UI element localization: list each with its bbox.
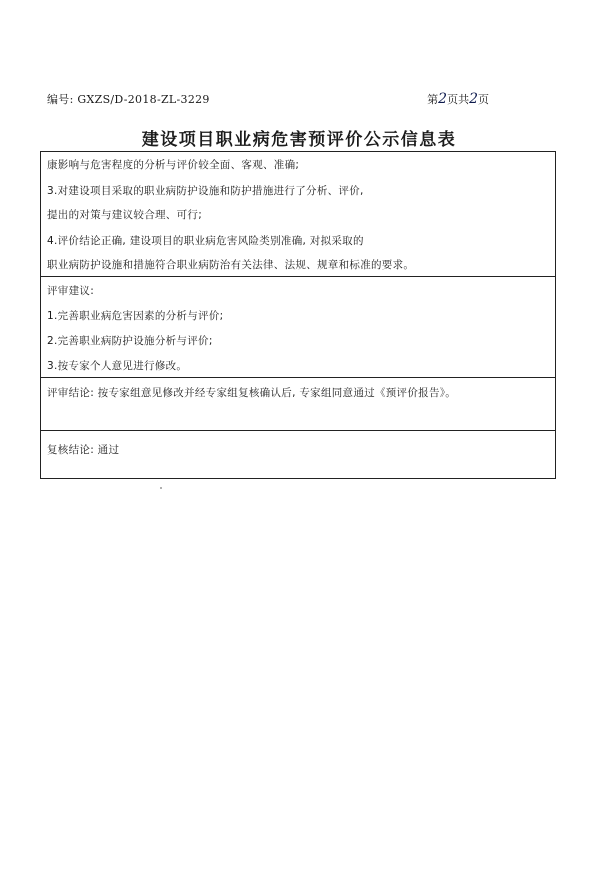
scan-speck: [160, 487, 162, 489]
suggestion-item: 2.完善职业病防护设施分析与评价;: [47, 335, 213, 347]
conclusion-line: 康影响与危害程度的分析与评价较全面、客观、准确;: [47, 159, 300, 171]
conclusion-line: 提出的对策与建议较合理、可行;: [47, 209, 203, 221]
page-current: 2: [438, 91, 448, 107]
recheck-conclusion-section: [41, 431, 555, 479]
document-number: 编号: GXZS/D-2018-ZL-3229: [47, 93, 210, 106]
suggestion-item: 1.完善职业病危害因素的分析与评价;: [47, 310, 224, 322]
document-header: [47, 91, 489, 107]
info-table: [40, 151, 556, 479]
conclusion-continued-section: [41, 152, 555, 277]
page-indicator: [427, 91, 489, 107]
review-conclusion-text: 评审结论: 按专家组意见修改并经专家组复核确认后, 专家组同意通过《预评价报告》。: [47, 387, 457, 399]
conclusion-line: 职业病防护设施和措施符合职业病防治有关法律、法规、规章和标准的要求。: [47, 259, 415, 271]
conclusion-line: 4.评价结论正确, 建设项目的职业病危害风险类别准确, 对拟采取的: [47, 235, 364, 247]
page-total: 2: [469, 91, 478, 107]
page-suffix: 页: [478, 93, 489, 106]
review-suggestions-heading: 评审建议:: [47, 285, 95, 297]
page-title: 建设项目职业病危害预评价公示信息表: [141, 130, 457, 150]
review-conclusion-section: [41, 378, 555, 431]
conclusion-line: 3.对建设项目采取的职业病防护设施和防护措施进行了分析、评价,: [47, 185, 364, 197]
page-prefix: 第: [427, 93, 439, 106]
suggestion-item: 3.按专家个人意见进行修改。: [47, 360, 188, 372]
review-suggestions-section: [41, 277, 555, 378]
page-middle: 页共: [447, 93, 470, 106]
recheck-conclusion-text: 复核结论: 通过: [47, 444, 120, 456]
